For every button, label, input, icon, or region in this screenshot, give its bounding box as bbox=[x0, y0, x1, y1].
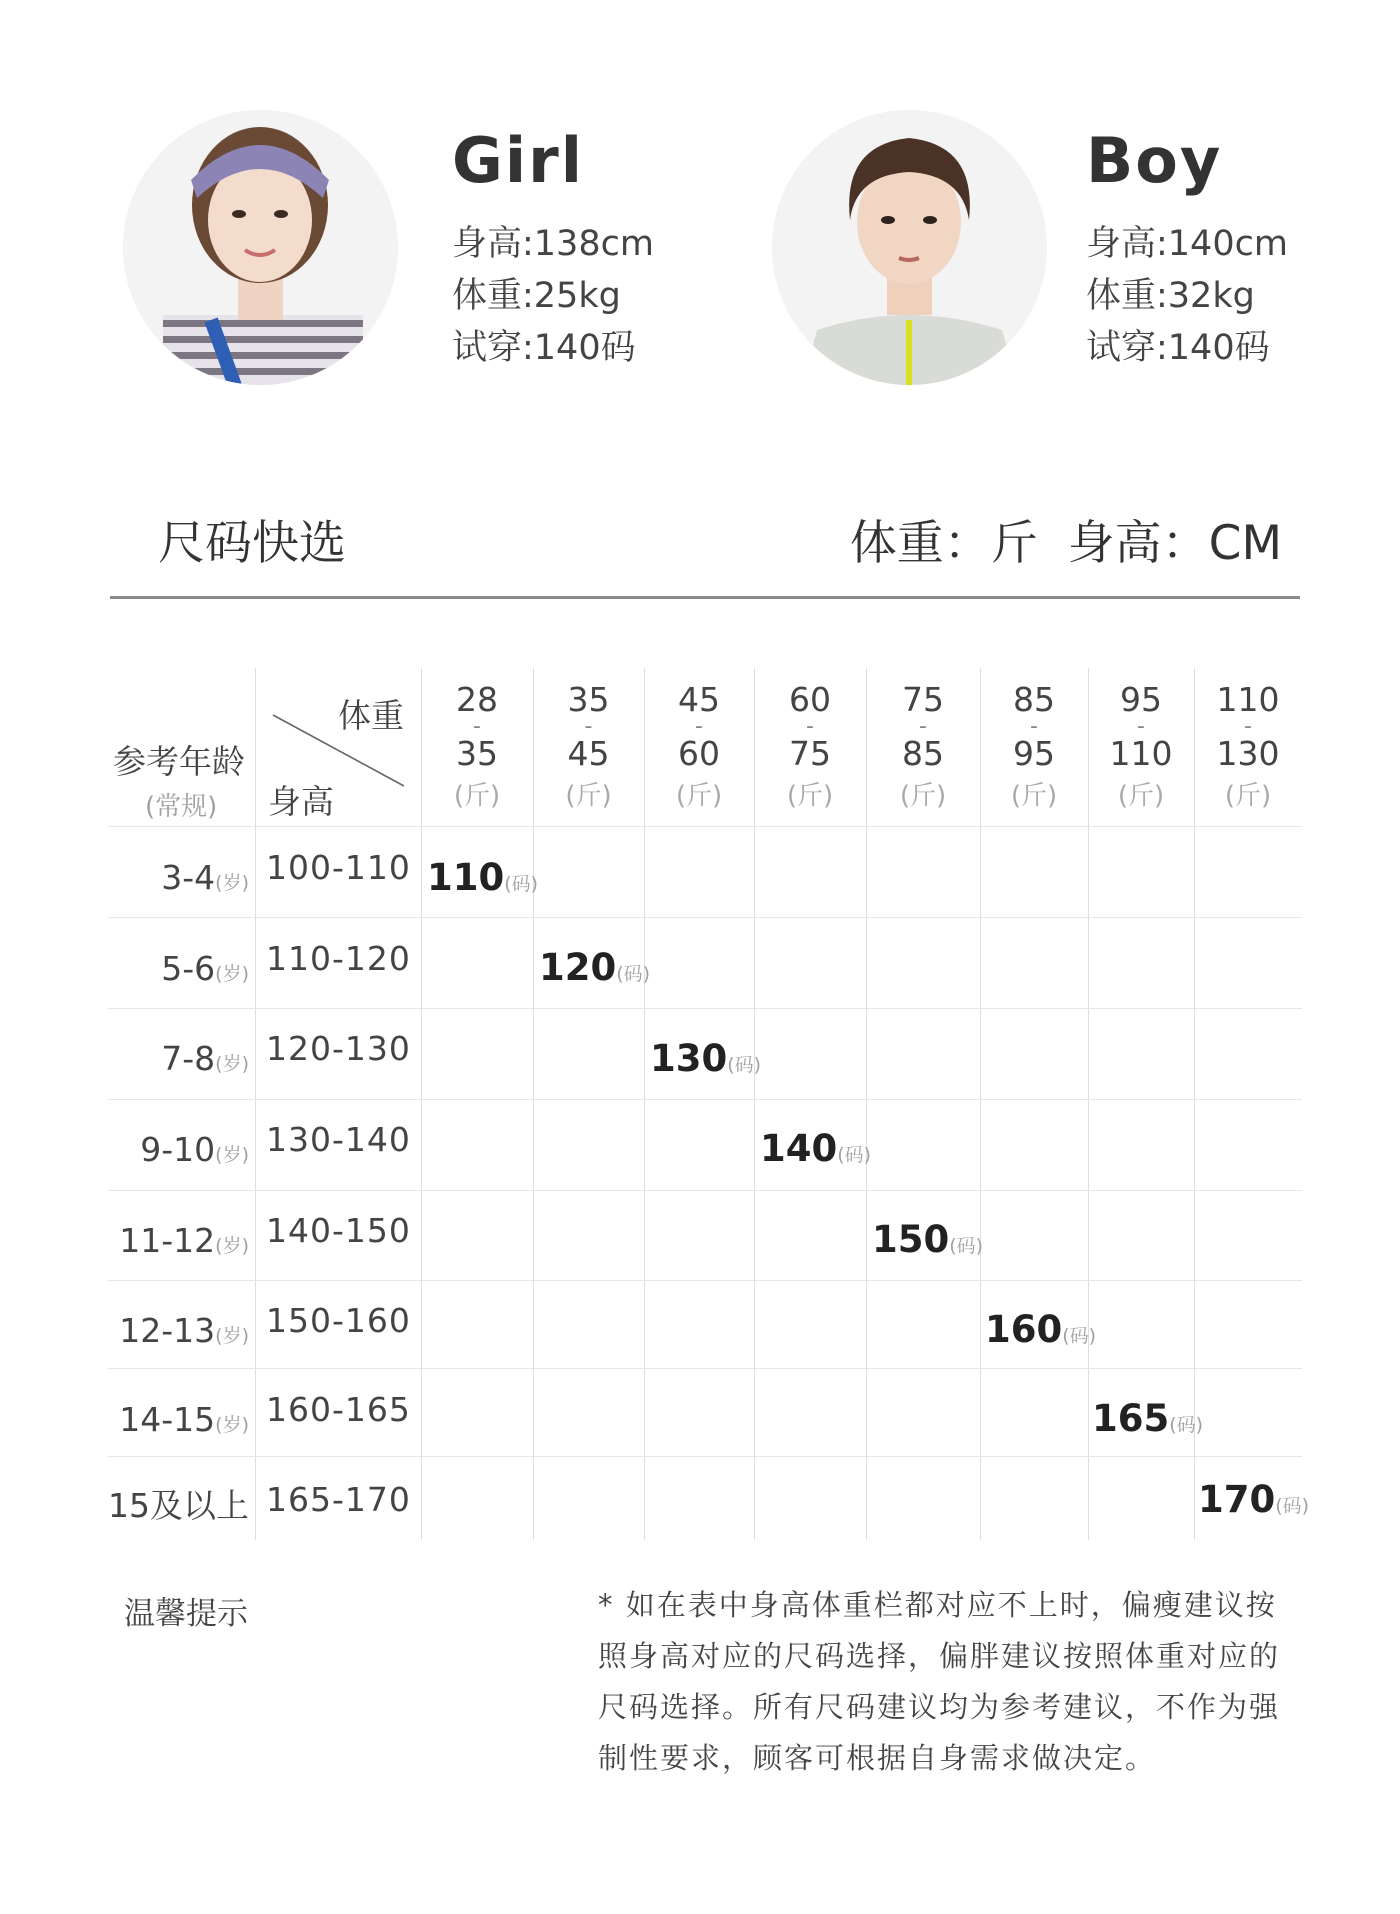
weight-to: 60 bbox=[678, 734, 720, 773]
weight-from: 110 bbox=[1216, 680, 1280, 719]
height-cell: 120-130 bbox=[266, 1029, 411, 1068]
size-cell bbox=[872, 1218, 983, 1261]
age-unit: (岁) bbox=[215, 1144, 249, 1166]
boy-weight: 体重:32kg bbox=[1086, 276, 1255, 316]
size-unit: (码) bbox=[1062, 1325, 1097, 1347]
size-value: 130 bbox=[650, 1037, 728, 1080]
height-header: 身高 bbox=[268, 782, 334, 821]
table-hline bbox=[108, 1190, 1302, 1191]
table-hline bbox=[108, 1368, 1302, 1369]
age-value: 15及以上 bbox=[108, 1486, 249, 1525]
age-unit: (岁) bbox=[215, 963, 249, 985]
age-cell bbox=[108, 1480, 249, 1527]
header-diagonal bbox=[272, 714, 408, 790]
size-cell bbox=[1198, 1478, 1309, 1521]
weight-unit: (斤) bbox=[1224, 781, 1272, 811]
age-cell bbox=[119, 1221, 249, 1260]
age-cell bbox=[161, 858, 249, 897]
weight-column-7 bbox=[1194, 680, 1302, 816]
weight-from: 45 bbox=[678, 680, 720, 719]
girl-name: Girl bbox=[452, 124, 584, 197]
weight-unit: (斤) bbox=[1117, 781, 1165, 811]
weight-from: 60 bbox=[789, 680, 831, 719]
age-value: 11-12 bbox=[119, 1221, 216, 1260]
weight-dash: - bbox=[473, 714, 481, 739]
size-unit: (码) bbox=[727, 1054, 762, 1076]
age-unit: (岁) bbox=[215, 1235, 249, 1257]
weight-dash: - bbox=[1244, 714, 1252, 739]
weight-to: 130 bbox=[1216, 734, 1280, 773]
size-value: 120 bbox=[539, 946, 617, 989]
weight-unit: (斤) bbox=[786, 781, 834, 811]
weight-column-5 bbox=[980, 680, 1088, 816]
table-hline bbox=[108, 1008, 1302, 1009]
weight-to: 75 bbox=[789, 734, 831, 773]
weight-unit: (斤) bbox=[1010, 781, 1058, 811]
weight-column-6 bbox=[1088, 680, 1194, 816]
age-value: 9-10 bbox=[140, 1130, 216, 1169]
unit-legend: 体重：斤 身高：CM bbox=[849, 516, 1282, 571]
height-cell: 150-160 bbox=[266, 1301, 411, 1340]
size-value: 160 bbox=[985, 1308, 1063, 1351]
size-cell bbox=[650, 1037, 761, 1080]
height-cell: 100-110 bbox=[266, 848, 411, 887]
age-value: 3-4 bbox=[161, 858, 216, 897]
age-unit: (岁) bbox=[215, 872, 249, 894]
height-cell: 160-165 bbox=[266, 1390, 411, 1429]
age-value: 14-15 bbox=[119, 1400, 216, 1439]
weight-from: 85 bbox=[1013, 680, 1055, 719]
age-subheader: (常规) bbox=[145, 792, 218, 822]
size-value: 140 bbox=[760, 1127, 838, 1170]
weight-to: 110 bbox=[1109, 734, 1173, 773]
weight-dash: - bbox=[695, 714, 703, 739]
tips-text: * 如在表中身高体重栏都对应不上时，偏瘦建议按照身高对应的尺码选择，偏胖建议按照体重对应的尺码选择。所有尺码建议均为参考建议，不作为强制性要求，顾客可根据自身需求做决定。 bbox=[598, 1588, 1281, 1775]
weight-unit: (斤) bbox=[565, 781, 612, 811]
weight-from: 75 bbox=[902, 680, 944, 719]
table-hline bbox=[108, 1280, 1302, 1281]
heading-divider bbox=[110, 596, 1300, 599]
size-value: 150 bbox=[872, 1218, 950, 1261]
height-cell: 165-170 bbox=[266, 1480, 411, 1519]
size-cell bbox=[985, 1308, 1096, 1351]
weight-unit: (斤) bbox=[899, 781, 947, 811]
size-cell bbox=[760, 1127, 871, 1170]
weight-to: 45 bbox=[567, 734, 610, 773]
size-unit: (码) bbox=[1275, 1495, 1310, 1517]
age-value: 5-6 bbox=[161, 949, 216, 988]
weight-header: 体重 bbox=[338, 696, 404, 735]
weight-column-2 bbox=[644, 680, 754, 816]
weight-from: 95 bbox=[1120, 680, 1162, 719]
girl-avatar bbox=[123, 110, 398, 385]
size-cell bbox=[1092, 1397, 1203, 1440]
weight-to: 95 bbox=[1013, 734, 1055, 773]
tips-title: 温馨提示 bbox=[124, 1596, 248, 1632]
height-cell: 140-150 bbox=[266, 1211, 411, 1250]
size-cell bbox=[427, 856, 538, 899]
girl-tryon: 试穿:140码 bbox=[452, 328, 636, 368]
weight-column-3 bbox=[754, 680, 866, 816]
weight-dash: - bbox=[1030, 714, 1038, 739]
boy-name: Boy bbox=[1086, 124, 1223, 197]
age-unit: (岁) bbox=[215, 1053, 249, 1075]
height-cell: 110-120 bbox=[266, 939, 411, 978]
weight-dash: - bbox=[806, 714, 814, 739]
age-cell bbox=[119, 1400, 249, 1439]
weight-dash: - bbox=[1137, 714, 1145, 739]
table-vline bbox=[255, 668, 256, 1540]
age-cell bbox=[161, 949, 249, 988]
size-value: 110 bbox=[427, 856, 505, 899]
weight-from: 35 bbox=[567, 680, 610, 719]
weight-to: 35 bbox=[456, 734, 498, 773]
boy-height: 身高:140cm bbox=[1086, 224, 1288, 264]
age-cell bbox=[140, 1130, 249, 1169]
size-unit: (码) bbox=[837, 1144, 872, 1166]
weight-unit: (斤) bbox=[453, 781, 501, 811]
age-cell bbox=[119, 1311, 249, 1350]
weight-column-0 bbox=[421, 680, 533, 816]
size-unit: (码) bbox=[616, 963, 651, 985]
weight-unit: (斤) bbox=[675, 781, 723, 811]
size-value: 165 bbox=[1092, 1397, 1170, 1440]
boy-tryon: 试穿:140码 bbox=[1086, 328, 1270, 368]
size-quick-select-title: 尺码快选 bbox=[158, 516, 346, 571]
weight-column-1 bbox=[533, 680, 644, 816]
girl-height: 身高:138cm bbox=[452, 224, 654, 264]
weight-dash: - bbox=[584, 714, 593, 739]
table-hline bbox=[108, 1099, 1302, 1100]
size-value: 170 bbox=[1198, 1478, 1276, 1521]
age-cell bbox=[161, 1039, 249, 1078]
table-hline bbox=[108, 826, 1302, 827]
age-value: 12-13 bbox=[119, 1311, 216, 1350]
weight-column-4 bbox=[866, 680, 980, 816]
weight-to: 85 bbox=[902, 734, 944, 773]
age-header: 参考年龄 bbox=[113, 742, 245, 781]
table-hline bbox=[108, 1456, 1302, 1457]
age-unit: (岁) bbox=[215, 1414, 249, 1436]
size-unit: (码) bbox=[1169, 1414, 1204, 1436]
weight-from: 28 bbox=[456, 680, 498, 719]
size-unit: (码) bbox=[949, 1235, 984, 1257]
boy-avatar bbox=[772, 110, 1047, 385]
age-unit: (岁) bbox=[215, 1325, 249, 1347]
height-cell: 130-140 bbox=[266, 1120, 411, 1159]
girl-weight: 体重:25kg bbox=[452, 276, 621, 316]
size-unit: (码) bbox=[504, 873, 539, 895]
age-value: 7-8 bbox=[161, 1039, 216, 1078]
weight-dash: - bbox=[919, 714, 927, 739]
table-hline bbox=[108, 917, 1302, 918]
size-cell bbox=[539, 946, 650, 989]
